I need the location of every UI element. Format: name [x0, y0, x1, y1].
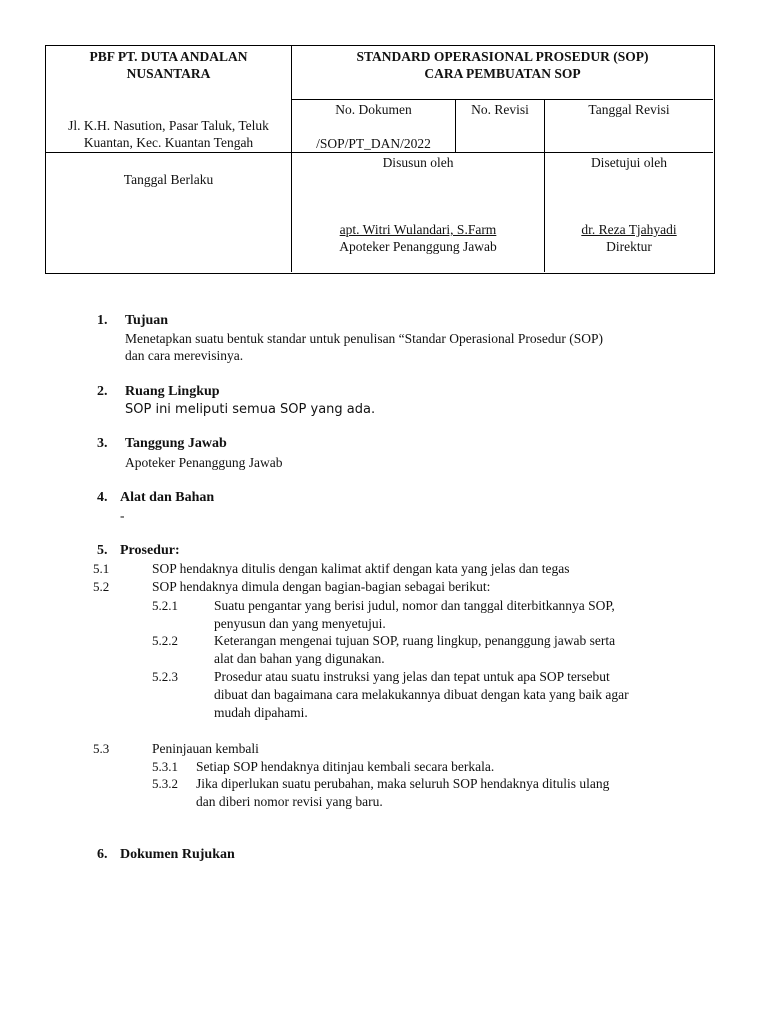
address-line1: Jl. K.H. Nasution, Pasar Taluk, Teluk [68, 118, 269, 133]
subitem-text: Setiap SOP hendaknya ditinjau kembali secara berkala. [196, 759, 495, 774]
subitem-text: penyusun dan yang menyetujui. [214, 616, 386, 631]
subitem-number: 5.2.1 [152, 598, 178, 613]
section-3-number: 3. [97, 436, 108, 451]
item-text: SOP hendaknya dimula dengan bagian-bagian sebagai berikut: [152, 579, 491, 594]
disusun-name: apt. Witri Wulandari, S.Farm [339, 222, 497, 237]
company-name-line2: NUSANTARA [126, 66, 211, 81]
address-line2: Kuantan, Kec. Kuantan Tengah [83, 135, 254, 150]
item-text: SOP hendaknya ditulis dengan kalimat aktif dengan kata yang jelas dan tegas [152, 561, 570, 576]
section-3-text: Apoteker Penanggung Jawab [125, 455, 283, 470]
no-dokumen-value: /SOP/PT_DAN/2022 [316, 136, 431, 151]
section-1-number: 1. [97, 313, 108, 328]
section-5-number: 5. [97, 543, 108, 558]
section-1-text: Menetapkan suatu bentuk standar untuk penulisan “Standar Operasional Prosedur (SOP) [125, 331, 604, 346]
section-6-title: Dokumen Rujukan [120, 847, 235, 862]
section-1-text: dan cara merevisinya. [125, 348, 244, 363]
disetujui-name: dr. Reza Tjahyadi [581, 222, 677, 237]
subitem-number: 5.2.2 [152, 633, 178, 648]
sop-title-line1: STANDARD OPERASIONAL PROSEDUR (SOP) [356, 49, 649, 64]
subitem-number: 5.3.2 [152, 776, 178, 791]
table-divider [45, 152, 713, 153]
sop-title-line2: CARA PEMBUATAN SOP [424, 66, 581, 81]
section-2-text: SOP ini meliputi semua SOP yang ada. [125, 402, 376, 417]
section-4-number: 4. [97, 490, 108, 505]
subitem-number: 5.3.1 [152, 759, 178, 774]
section-6-number: 6. [97, 847, 108, 862]
subitem-text: alat dan bahan yang digunakan. [214, 651, 385, 666]
table-divider [291, 99, 713, 100]
subitem-number: 5.2.3 [152, 669, 178, 684]
subitem-text: Jika diperlukan suatu perubahan, maka seluruh SOP hendaknya ditulis ulang [196, 776, 610, 791]
disusun-label: Disusun oleh [382, 155, 454, 170]
section-2-number: 2. [97, 384, 108, 399]
item-number: 5.1 [93, 561, 110, 576]
tanggal-revisi-label: Tanggal Revisi [588, 102, 670, 117]
subitem-text: dibuat dan bagaimana cara melakukannya dibuat dengan kata yang baik agar [214, 687, 629, 702]
section-4-title: Alat dan Bahan [120, 490, 215, 505]
section-5-title: Prosedur: [120, 543, 180, 558]
company-name-line1: PBF PT. DUTA ANDALAN [89, 49, 248, 64]
section-4-text: - [120, 508, 125, 523]
disetujui-role: Direktur [606, 239, 652, 254]
item-text: Peninjauan kembali [152, 741, 259, 756]
disusun-role: Apoteker Penanggung Jawab [339, 239, 497, 254]
item-number: 5.3 [93, 741, 110, 756]
subitem-text: Keterangan mengenai tujuan SOP, ruang lingkup, penanggung jawab serta [214, 633, 616, 648]
section-1-title: Tujuan [125, 313, 169, 328]
section-2-title: Ruang Lingkup [125, 384, 220, 399]
tanggal-berlaku-label: Tanggal Berlaku [123, 172, 214, 187]
subitem-text: mudah dipahami. [214, 705, 308, 720]
no-dokumen-label: No. Dokumen [335, 102, 412, 117]
subitem-text: dan diberi nomor revisi yang baru. [196, 794, 383, 809]
section-3-title: Tanggung Jawab [125, 436, 227, 451]
subitem-text: Suatu pengantar yang berisi judul, nomor dan tanggal diterbitkannya SOP, [214, 598, 615, 613]
no-revisi-label: No. Revisi [471, 102, 529, 117]
subitem-text: Prosedur atau suatu instruksi yang jelas dan tepat untuk apa SOP tersebut [214, 669, 610, 684]
disetujui-label: Disetujui oleh [590, 155, 668, 170]
item-number: 5.2 [93, 579, 110, 594]
